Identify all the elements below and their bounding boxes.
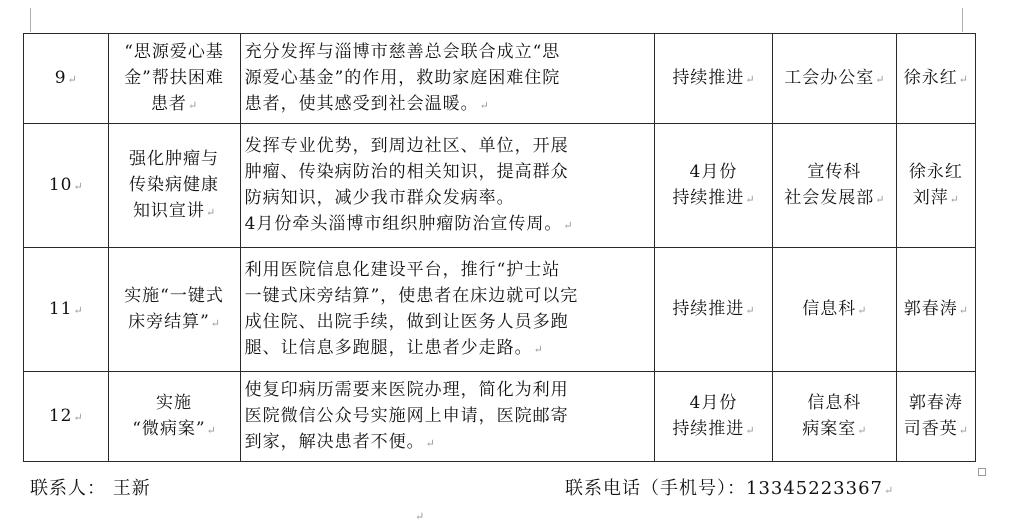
crop-mark-top-left xyxy=(30,8,31,32)
paragraph-mark: ↵ xyxy=(210,316,220,330)
cell-description-line: 利用医院信息化建设平台，推行“护士站 xyxy=(244,259,561,280)
table-row xyxy=(24,248,976,372)
cell-timeline-line: 持续推进↵ xyxy=(672,67,755,88)
contact-person xyxy=(30,474,151,500)
cell-owner-line: 徐永红 xyxy=(908,161,963,182)
cell-timeline[interactable] xyxy=(654,124,772,248)
cell-owner[interactable] xyxy=(896,248,975,372)
cell-description[interactable] xyxy=(240,124,654,248)
cell-timeline-line: 持续推进↵ xyxy=(672,187,755,208)
cell-item-line: 床旁结算”↵ xyxy=(128,311,220,332)
paragraph-mark: ↵ xyxy=(857,423,867,437)
cell-item-line: “微病案”↵ xyxy=(132,418,216,439)
cell-department-line: 信息科 xyxy=(807,392,862,413)
cell-description-line: 医院微信公众号实施网上申请，医院邮寄 xyxy=(244,405,569,426)
paragraph-mark: ↵ xyxy=(73,179,83,193)
cell-description-line: 腿、让信息多跑腿，让患者少走路。↵ xyxy=(244,337,543,358)
cell-description-line: 到家，解决患者不便。↵ xyxy=(244,431,435,452)
cell-timeline[interactable] xyxy=(654,34,772,124)
paragraph-mark: ↵ xyxy=(533,342,543,356)
paragraph-mark: ↵ xyxy=(745,192,755,206)
cell-number[interactable] xyxy=(24,124,109,248)
paragraph-mark: ↵ xyxy=(187,98,198,112)
cell-timeline-line: 4月份 xyxy=(689,161,738,182)
cell-item-line: 实施 xyxy=(156,392,193,413)
cell-owner-line: 徐永红↵ xyxy=(903,67,968,88)
cell-department[interactable] xyxy=(773,124,897,248)
cell-item-line: 传染病健康 xyxy=(129,174,220,195)
cell-timeline[interactable] xyxy=(654,372,772,462)
table-row xyxy=(24,372,976,462)
cell-description[interactable] xyxy=(240,248,654,372)
paragraph-mark: ↵ xyxy=(479,98,489,112)
cell-description[interactable] xyxy=(240,34,654,124)
cell-owner-line: 郭春涛 xyxy=(908,392,963,413)
cell-item-line: 知识宣讲↵ xyxy=(132,200,216,221)
cell-timeline-line: 持续推进↵ xyxy=(672,418,755,439)
cell-department[interactable] xyxy=(773,248,897,372)
cell-owner-line: 郭春涛↵ xyxy=(903,298,968,319)
cell-department-line: 工会办公室↵ xyxy=(784,67,885,88)
paragraph-mark: ↵ xyxy=(875,72,885,86)
paragraph-mark: ↵ xyxy=(958,423,968,437)
table-row xyxy=(24,34,976,124)
cell-item[interactable] xyxy=(108,372,240,462)
paragraph-mark: ↵ xyxy=(415,510,425,523)
cell-description-line: 一键式床旁结算”，使患者在床边就可以完 xyxy=(244,285,579,306)
cell-department-line: 社会发展部↵ xyxy=(784,187,885,208)
cell-number[interactable] xyxy=(24,248,109,372)
paragraph-mark: ↵ xyxy=(73,303,83,317)
contact-phone-text: 联系电话（手机号）：13345223367 xyxy=(565,478,883,499)
paragraph-mark: ↵ xyxy=(958,72,968,86)
cell-description-line: 源爱心基金”的作用，救助家庭困难住院 xyxy=(244,67,561,88)
cell-owner[interactable] xyxy=(896,124,975,248)
tasks-table-body xyxy=(24,34,976,462)
cell-timeline[interactable] xyxy=(654,248,772,372)
paragraph-mark: ↵ xyxy=(745,303,755,317)
table-resize-handle[interactable] xyxy=(978,468,986,476)
cell-number-text: 12 xyxy=(48,405,73,426)
paragraph-mark: ↵ xyxy=(949,192,959,206)
crop-mark-top-right xyxy=(962,8,963,32)
paragraph-mark: ↵ xyxy=(205,205,216,219)
paragraph-mark: ↵ xyxy=(883,484,894,497)
table-row xyxy=(24,124,976,248)
cell-item-line: 实施“一键式 xyxy=(124,285,224,306)
cell-owner-line: 刘萍↵ xyxy=(912,187,959,208)
cell-number[interactable] xyxy=(24,372,109,462)
cell-number[interactable] xyxy=(24,34,109,124)
cell-description[interactable] xyxy=(240,372,654,462)
cell-item-line: “思源爱心基 xyxy=(124,41,224,62)
cell-description-line: 肿瘤、传染病防治的相关知识，提高群众 xyxy=(244,161,569,182)
cell-item[interactable] xyxy=(108,248,240,372)
cell-timeline-line: 持续推进↵ xyxy=(672,298,755,319)
paragraph-mark: ↵ xyxy=(875,192,885,206)
paragraph-mark: ↵ xyxy=(206,423,216,437)
paragraph-mark: ↵ xyxy=(425,436,435,450)
cell-timeline-line: 4月份 xyxy=(689,392,738,413)
cell-item-line: 强化肿瘤与 xyxy=(129,148,220,169)
paragraph-mark: ↵ xyxy=(745,423,755,437)
cell-number-text: 10 xyxy=(48,174,73,195)
cell-department[interactable] xyxy=(773,34,897,124)
paragraph-mark: ↵ xyxy=(857,303,867,317)
paragraph-mark: ↵ xyxy=(745,72,755,86)
cell-owner[interactable] xyxy=(896,34,975,124)
paragraph-mark: ↵ xyxy=(67,72,77,86)
paragraph-mark: ↵ xyxy=(563,218,573,232)
tasks-table xyxy=(23,33,976,462)
contact-phone xyxy=(565,474,893,500)
paragraph-mark: ↵ xyxy=(958,303,968,317)
cell-description-line: 发挥专业优势，到周边社区、单位，开展 xyxy=(244,135,569,156)
cell-description-line: 防病知识，减少我市群众发病率。 xyxy=(244,187,515,208)
cell-description-line: 患者，使其感受到社会温暖。↵ xyxy=(244,93,489,114)
cell-department-line: 病案室↵ xyxy=(802,418,867,439)
cell-number-text: 11 xyxy=(48,298,73,319)
cell-item[interactable] xyxy=(108,124,240,248)
cell-item[interactable] xyxy=(108,34,240,124)
paragraph-mark: ↵ xyxy=(73,410,83,424)
cell-number-text: 9 xyxy=(54,67,67,88)
cell-item-line: 金”帮扶困难 xyxy=(124,67,224,88)
cell-owner-line: 司香英↵ xyxy=(903,418,968,439)
cell-description-line: 4月份牵头淄博市组织肿瘤防治宣传周。↵ xyxy=(244,213,573,234)
cell-department[interactable] xyxy=(773,372,897,462)
contact-person-text: 联系人： 王新 xyxy=(30,478,151,499)
cell-description-line: 成住院、出院手续，做到让医务人员多跑 xyxy=(244,311,569,332)
cell-department-line: 宣传科 xyxy=(807,161,862,182)
cell-owner[interactable] xyxy=(896,372,975,462)
cell-description-line: 充分发挥与淄博市慈善总会联合成立“思 xyxy=(244,41,561,62)
cell-department-line: 信息科↵ xyxy=(802,298,867,319)
cell-item-line: 患者↵ xyxy=(150,93,198,114)
cell-description-line: 使复印病历需要来医院办理，简化为利用 xyxy=(244,379,569,400)
